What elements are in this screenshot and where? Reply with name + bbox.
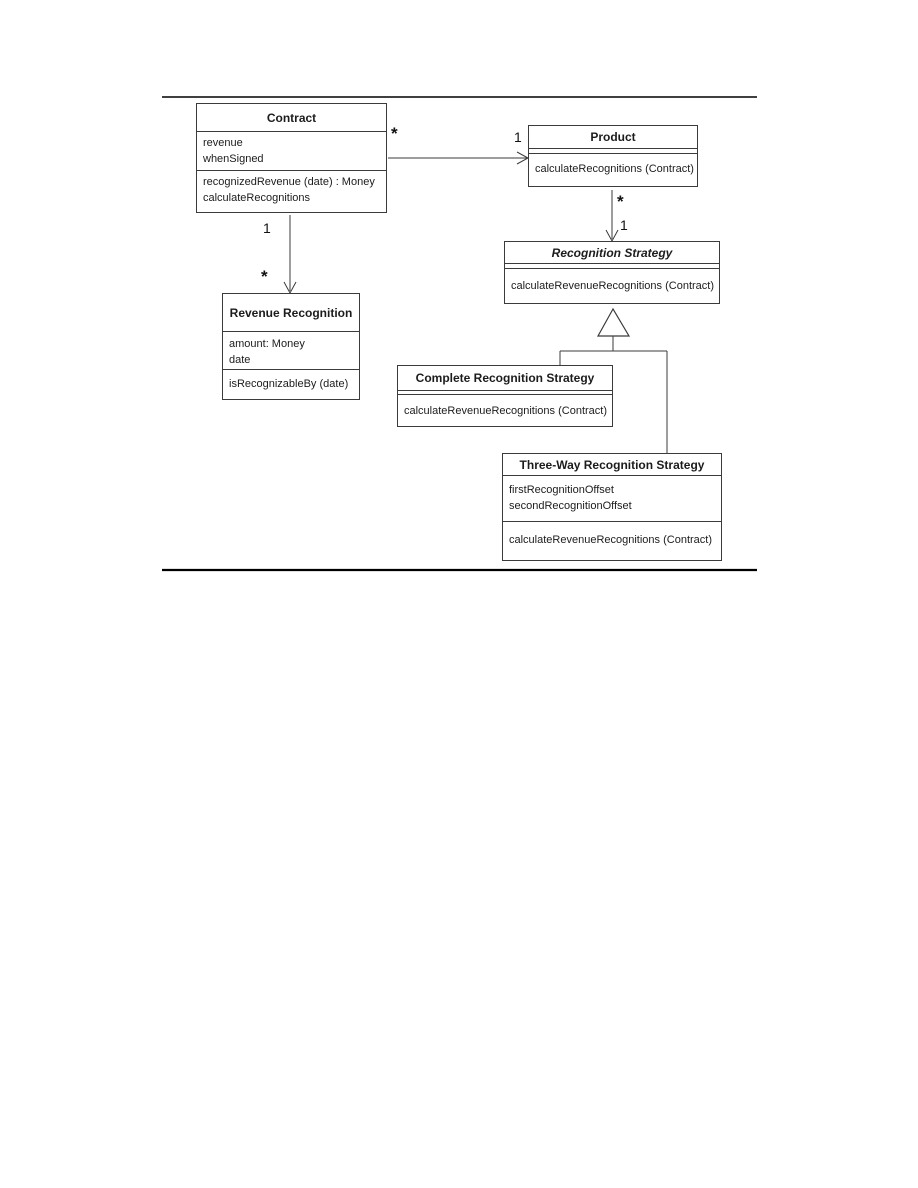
- class-revenue-recognition-title: Revenue Recognition: [223, 294, 359, 332]
- multiplicity-contract-revenue-source: 1: [263, 220, 271, 236]
- class-recognition-strategy-operations: [505, 269, 719, 303]
- attribute: firstRecognitionOffset: [509, 484, 614, 496]
- class-three-way-recognition-strategy-attributes: [503, 476, 721, 522]
- multiplicity-product-strategy-source: *: [617, 192, 624, 211]
- class-contract-operations: [197, 171, 386, 212]
- class-three-way-recognition-strategy: [502, 453, 722, 561]
- class-three-way-recognition-strategy-operations: [503, 522, 721, 560]
- multiplicity-contract-revenue-target: *: [261, 267, 268, 286]
- class-revenue-recognition-operations: [223, 370, 359, 399]
- class-complete-recognition-strategy-operations: [398, 395, 612, 426]
- attribute: revenue: [203, 137, 243, 149]
- class-contract: [196, 103, 387, 213]
- class-contract-title: Contract: [197, 104, 386, 132]
- class-product-operations: [529, 154, 697, 186]
- operation: calculateRevenueRecognitions (Contract): [509, 534, 712, 546]
- operation: calculateRevenueRecognitions (Contract): [404, 405, 607, 417]
- class-complete-recognition-strategy-title: Complete Recognition Strategy: [398, 366, 612, 391]
- multiplicity-contract-product-source: *: [391, 124, 398, 143]
- class-recognition-strategy: [504, 241, 720, 304]
- generalization-triangle-icon: [598, 309, 629, 336]
- attribute: date: [229, 354, 251, 366]
- class-complete-recognition-strategy: [397, 365, 613, 427]
- attribute: secondRecognitionOffset: [509, 500, 632, 512]
- class-revenue-recognition: [222, 293, 360, 400]
- class-contract-attributes: [197, 132, 386, 171]
- operation: calculateRecognitions (Contract): [535, 163, 694, 175]
- operation: calculateRecognitions: [203, 192, 311, 204]
- class-product: [528, 125, 698, 187]
- operation: isRecognizableBy (date): [229, 378, 349, 390]
- multiplicity-product-strategy-target: 1: [620, 217, 628, 233]
- class-revenue-recognition-attributes: [223, 332, 359, 370]
- class-recognition-strategy-title: Recognition Strategy: [505, 242, 719, 264]
- class-product-title: Product: [529, 126, 697, 149]
- operation: calculateRevenueRecognitions (Contract): [511, 280, 714, 292]
- attribute: amount: Money: [229, 338, 305, 350]
- multiplicity-contract-product-target: 1: [514, 129, 522, 145]
- class-three-way-recognition-strategy-title: Three-Way Recognition Strategy: [503, 454, 721, 476]
- attribute: whenSigned: [203, 153, 264, 165]
- operation: recognizedRevenue (date) : Money: [203, 176, 375, 188]
